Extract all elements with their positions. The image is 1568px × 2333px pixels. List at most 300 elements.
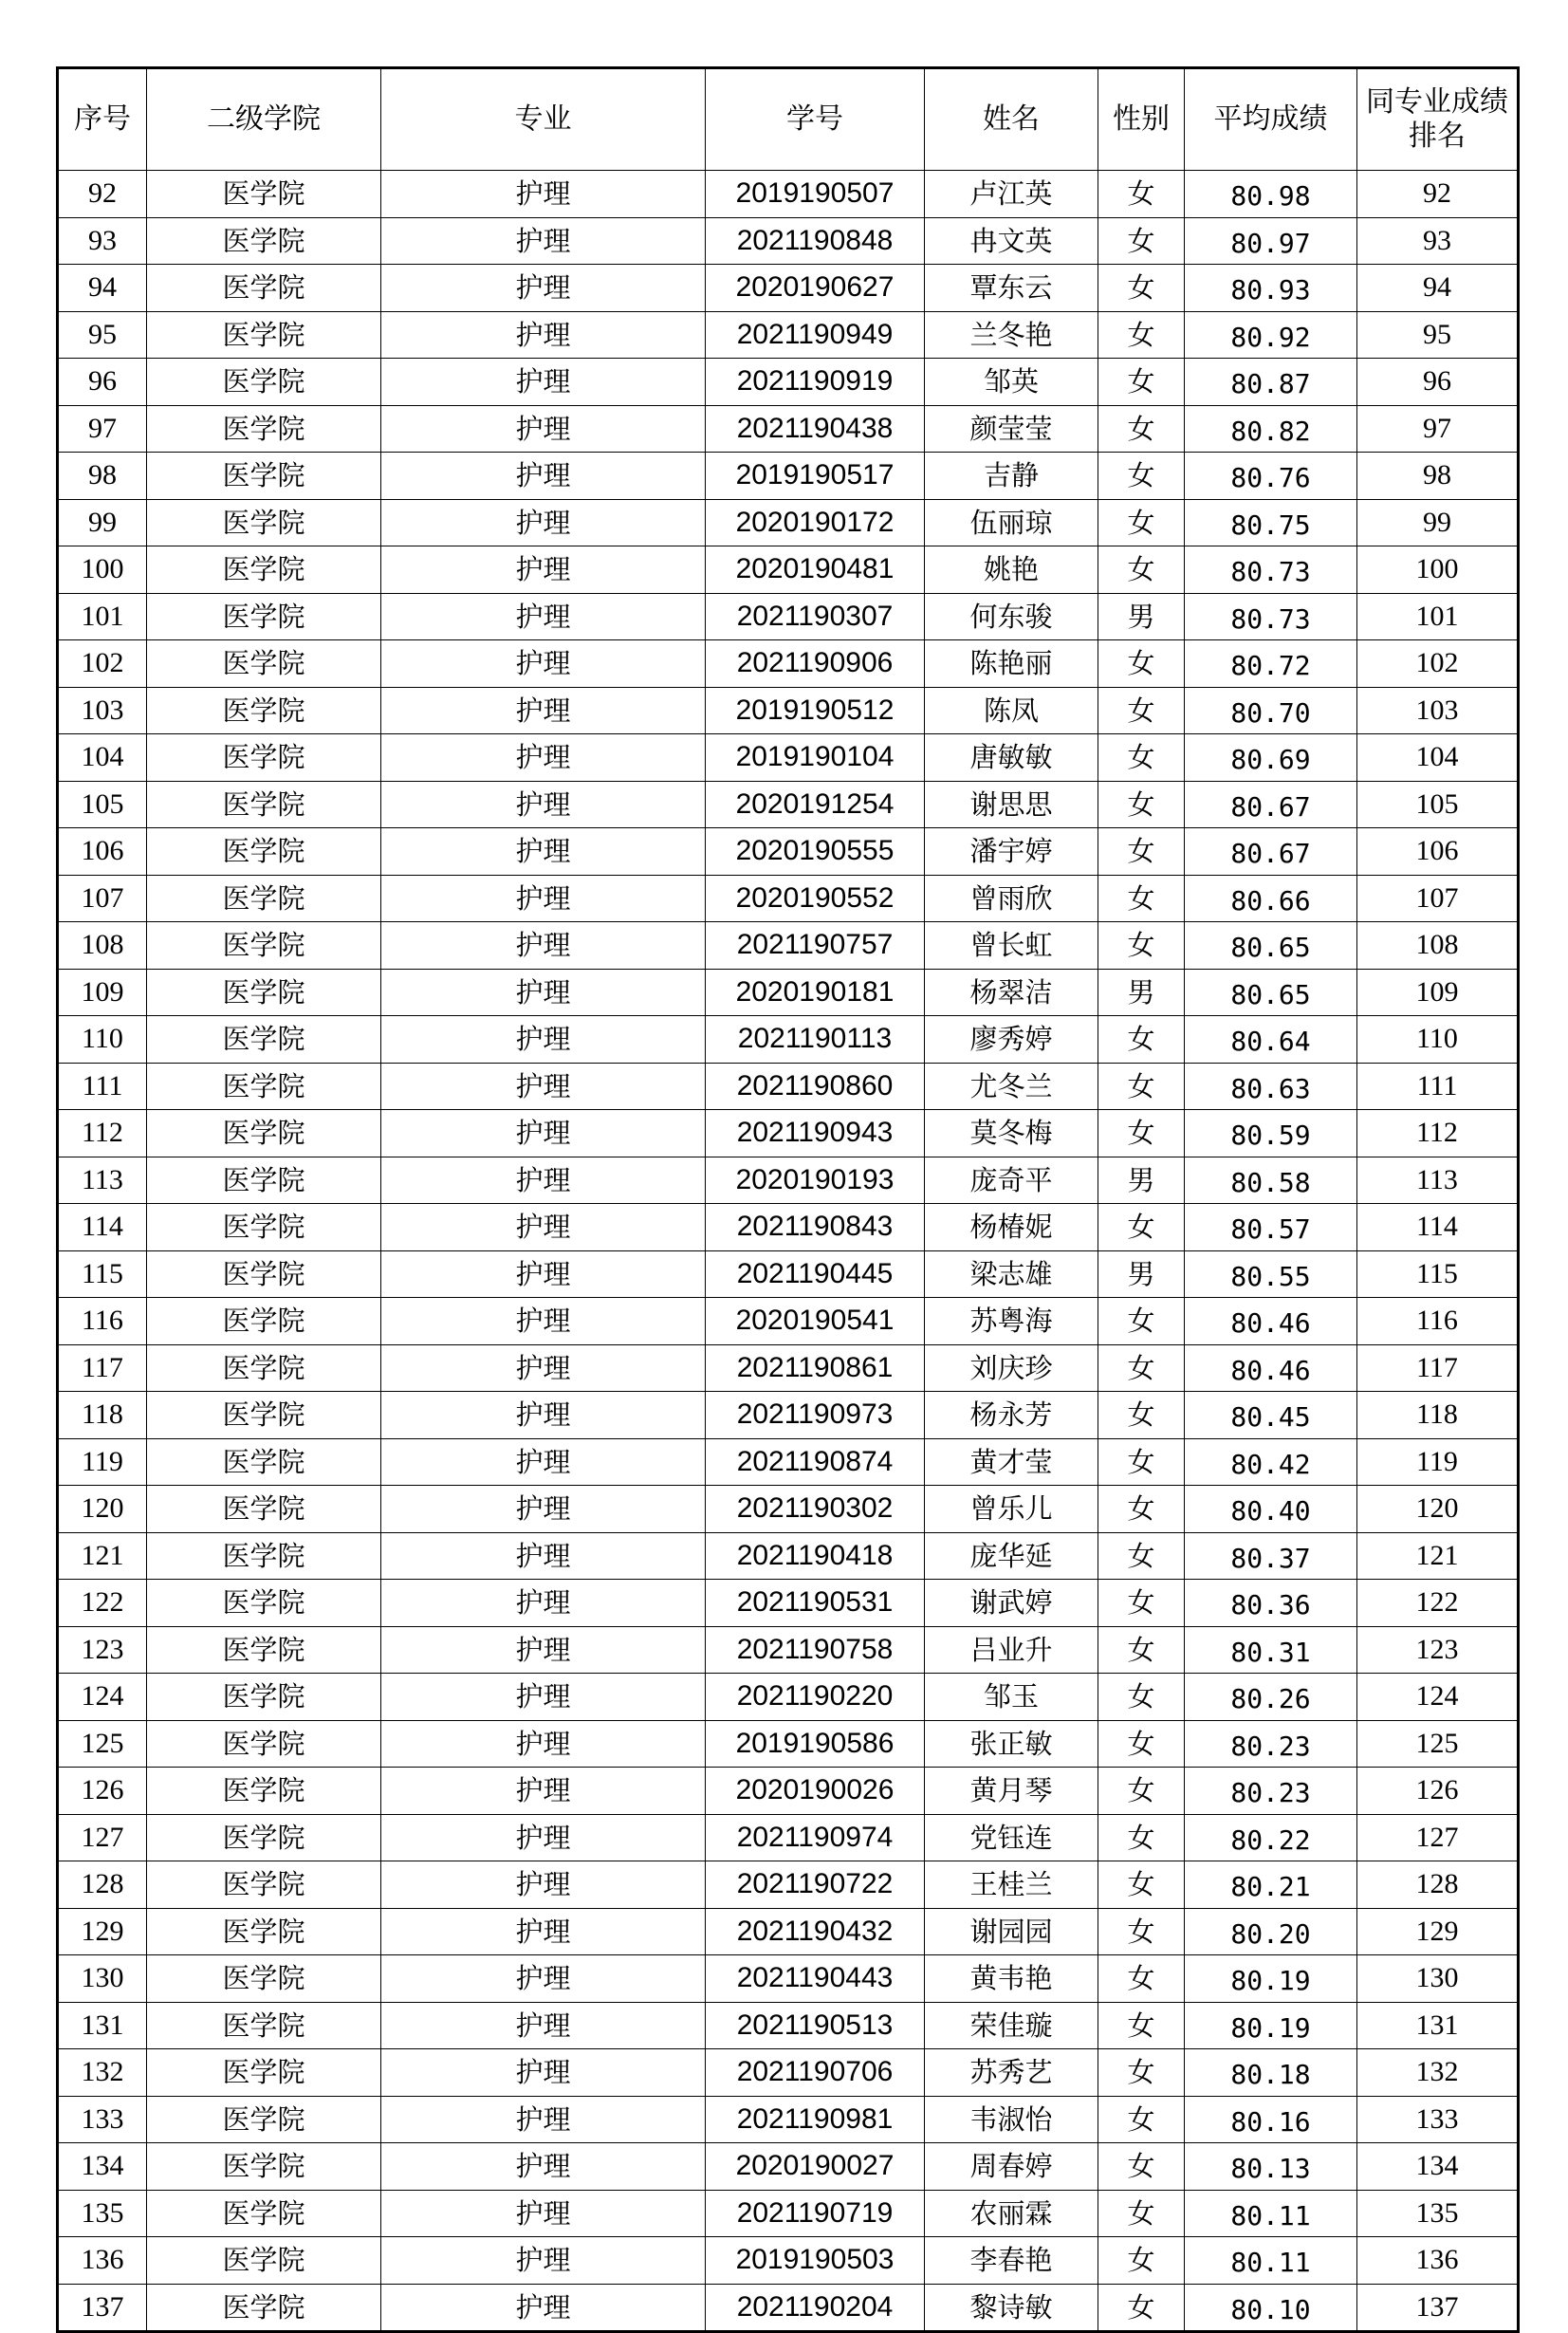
cell-college: 医学院 bbox=[147, 1157, 381, 1204]
table-row bbox=[58, 1626, 1519, 1674]
cell-college: 医学院 bbox=[147, 1768, 381, 1815]
cell-student-id: 2020190481 bbox=[706, 546, 925, 594]
cell-average-score: 80.21 bbox=[1185, 1861, 1357, 1909]
cell-student-id: 2021190302 bbox=[706, 1486, 925, 1533]
cell-gender: 女 bbox=[1098, 1861, 1185, 1909]
cell-average-score: 80.67 bbox=[1185, 828, 1357, 876]
cell-major: 护理 bbox=[381, 828, 706, 876]
cell-college: 医学院 bbox=[147, 1486, 381, 1533]
cell-major-rank: 108 bbox=[1357, 922, 1519, 970]
cell-major-rank: 122 bbox=[1357, 1580, 1519, 1627]
cell-student-id: 2021190874 bbox=[706, 1438, 925, 1486]
cell-student-id: 2019190512 bbox=[706, 687, 925, 734]
cell-major: 护理 bbox=[381, 1674, 706, 1721]
cell-student-id: 2020190193 bbox=[706, 1157, 925, 1204]
cell-name: 唐敏敏 bbox=[925, 734, 1098, 782]
table-row bbox=[58, 265, 1519, 312]
cell-major-rank: 117 bbox=[1357, 1344, 1519, 1392]
cell-average-score: 80.72 bbox=[1185, 640, 1357, 688]
table-row bbox=[58, 734, 1519, 782]
table-row bbox=[58, 1392, 1519, 1439]
cell-major: 护理 bbox=[381, 2237, 706, 2285]
cell-college: 医学院 bbox=[147, 1250, 381, 1298]
cell-college: 医学院 bbox=[147, 171, 381, 218]
cell-major-rank: 94 bbox=[1357, 265, 1519, 312]
table-row bbox=[58, 2237, 1519, 2285]
cell-name: 张正敏 bbox=[925, 1720, 1098, 1768]
cell-index: 109 bbox=[58, 969, 147, 1016]
table-row bbox=[58, 1204, 1519, 1251]
cell-name: 庞华延 bbox=[925, 1532, 1098, 1580]
table-header bbox=[58, 68, 1519, 171]
cell-college: 医学院 bbox=[147, 1814, 381, 1861]
cell-major-rank: 111 bbox=[1357, 1063, 1519, 1110]
cell-major: 护理 bbox=[381, 359, 706, 406]
cell-major-rank: 116 bbox=[1357, 1298, 1519, 1345]
cell-name: 曾长虹 bbox=[925, 922, 1098, 970]
table-row bbox=[58, 2190, 1519, 2237]
cell-index: 94 bbox=[58, 265, 147, 312]
cell-major-rank: 113 bbox=[1357, 1157, 1519, 1204]
cell-gender: 女 bbox=[1098, 1626, 1185, 1674]
cell-major: 护理 bbox=[381, 734, 706, 782]
cell-gender: 女 bbox=[1098, 1204, 1185, 1251]
cell-index: 122 bbox=[58, 1580, 147, 1627]
cell-average-score: 80.69 bbox=[1185, 734, 1357, 782]
table-body bbox=[58, 171, 1519, 2332]
cell-name: 卢江英 bbox=[925, 171, 1098, 218]
cell-gender: 女 bbox=[1098, 453, 1185, 500]
cell-index: 96 bbox=[58, 359, 147, 406]
table-row bbox=[58, 499, 1519, 546]
cell-index: 93 bbox=[58, 217, 147, 265]
cell-average-score: 80.58 bbox=[1185, 1157, 1357, 1204]
cell-major-rank: 127 bbox=[1357, 1814, 1519, 1861]
cell-name: 谢园园 bbox=[925, 1908, 1098, 1955]
header-major-rank-line1: 同专业成绩 bbox=[1366, 85, 1508, 119]
cell-gender: 女 bbox=[1098, 1908, 1185, 1955]
cell-major-rank: 129 bbox=[1357, 1908, 1519, 1955]
cell-name: 兰冬艳 bbox=[925, 311, 1098, 359]
table-row bbox=[58, 2284, 1519, 2332]
cell-student-id: 2021190757 bbox=[706, 922, 925, 970]
cell-student-id: 2021190531 bbox=[706, 1580, 925, 1627]
cell-index: 125 bbox=[58, 1720, 147, 1768]
cell-major-rank: 136 bbox=[1357, 2237, 1519, 2285]
cell-name: 周春婷 bbox=[925, 2143, 1098, 2191]
cell-major: 护理 bbox=[381, 1908, 706, 1955]
cell-major: 护理 bbox=[381, 2096, 706, 2143]
table-row bbox=[58, 1063, 1519, 1110]
cell-major-rank: 102 bbox=[1357, 640, 1519, 688]
cell-student-id: 2021190860 bbox=[706, 1063, 925, 1110]
cell-gender: 女 bbox=[1098, 2143, 1185, 2191]
table-row bbox=[58, 1486, 1519, 1533]
table-row bbox=[58, 311, 1519, 359]
cell-student-id: 2021190722 bbox=[706, 1861, 925, 1909]
cell-student-id: 2020190027 bbox=[706, 2143, 925, 2191]
cell-name: 何东骏 bbox=[925, 593, 1098, 640]
cell-student-id: 2021190949 bbox=[706, 311, 925, 359]
cell-average-score: 80.20 bbox=[1185, 1908, 1357, 1955]
cell-index: 98 bbox=[58, 453, 147, 500]
cell-gender: 女 bbox=[1098, 2237, 1185, 2285]
cell-college: 医学院 bbox=[147, 311, 381, 359]
cell-average-score: 80.23 bbox=[1185, 1720, 1357, 1768]
cell-major: 护理 bbox=[381, 1861, 706, 1909]
table-row bbox=[58, 1298, 1519, 1345]
cell-gender: 女 bbox=[1098, 171, 1185, 218]
cell-average-score: 80.37 bbox=[1185, 1532, 1357, 1580]
cell-student-id: 2021190438 bbox=[706, 405, 925, 453]
table-row bbox=[58, 781, 1519, 828]
cell-major: 护理 bbox=[381, 1486, 706, 1533]
table-row bbox=[58, 828, 1519, 876]
cell-major: 护理 bbox=[381, 1438, 706, 1486]
cell-student-id: 2020190552 bbox=[706, 875, 925, 922]
cell-gender: 女 bbox=[1098, 311, 1185, 359]
table-row bbox=[58, 1157, 1519, 1204]
header-row bbox=[58, 68, 1519, 171]
cell-major: 护理 bbox=[381, 1016, 706, 1064]
cell-college: 医学院 bbox=[147, 1955, 381, 2003]
cell-student-id: 2021190919 bbox=[706, 359, 925, 406]
cell-index: 117 bbox=[58, 1344, 147, 1392]
cell-average-score: 80.82 bbox=[1185, 405, 1357, 453]
cell-college: 医学院 bbox=[147, 499, 381, 546]
table-row bbox=[58, 969, 1519, 1016]
cell-college: 医学院 bbox=[147, 640, 381, 688]
cell-name: 梁志雄 bbox=[925, 1250, 1098, 1298]
table-row bbox=[58, 171, 1519, 218]
cell-index: 129 bbox=[58, 1908, 147, 1955]
cell-major: 护理 bbox=[381, 2002, 706, 2049]
cell-major: 护理 bbox=[381, 1157, 706, 1204]
table-row bbox=[58, 2002, 1519, 2049]
table-row bbox=[58, 1110, 1519, 1157]
cell-average-score: 80.10 bbox=[1185, 2284, 1357, 2332]
cell-gender: 女 bbox=[1098, 1438, 1185, 1486]
cell-major-rank: 96 bbox=[1357, 359, 1519, 406]
cell-average-score: 80.22 bbox=[1185, 1814, 1357, 1861]
cell-student-id: 2020190627 bbox=[706, 265, 925, 312]
cell-major: 护理 bbox=[381, 1298, 706, 1345]
cell-major-rank: 121 bbox=[1357, 1532, 1519, 1580]
cell-average-score: 80.46 bbox=[1185, 1344, 1357, 1392]
cell-average-score: 80.76 bbox=[1185, 453, 1357, 500]
cell-gender: 女 bbox=[1098, 640, 1185, 688]
cell-college: 医学院 bbox=[147, 1532, 381, 1580]
cell-index: 137 bbox=[58, 2284, 147, 2332]
cell-major-rank: 118 bbox=[1357, 1392, 1519, 1439]
cell-average-score: 80.46 bbox=[1185, 1298, 1357, 1345]
cell-student-id: 2021190204 bbox=[706, 2284, 925, 2332]
cell-gender: 女 bbox=[1098, 2096, 1185, 2143]
cell-gender: 男 bbox=[1098, 1250, 1185, 1298]
cell-index: 134 bbox=[58, 2143, 147, 2191]
cell-index: 135 bbox=[58, 2190, 147, 2237]
cell-average-score: 80.92 bbox=[1185, 311, 1357, 359]
cell-major: 护理 bbox=[381, 546, 706, 594]
table-row bbox=[58, 1861, 1519, 1909]
cell-gender: 女 bbox=[1098, 1392, 1185, 1439]
cell-index: 123 bbox=[58, 1626, 147, 1674]
cell-gender: 女 bbox=[1098, 687, 1185, 734]
table-row bbox=[58, 453, 1519, 500]
cell-index: 104 bbox=[58, 734, 147, 782]
cell-index: 106 bbox=[58, 828, 147, 876]
cell-average-score: 80.87 bbox=[1185, 359, 1357, 406]
cell-name: 杨翠洁 bbox=[925, 969, 1098, 1016]
cell-gender: 女 bbox=[1098, 734, 1185, 782]
cell-student-id: 2021190220 bbox=[706, 1674, 925, 1721]
cell-average-score: 80.11 bbox=[1185, 2190, 1357, 2237]
cell-average-score: 80.98 bbox=[1185, 171, 1357, 218]
cell-student-id: 2021190906 bbox=[706, 640, 925, 688]
table-row bbox=[58, 546, 1519, 594]
cell-name: 黄月琴 bbox=[925, 1768, 1098, 1815]
table-row bbox=[58, 1438, 1519, 1486]
cell-gender: 女 bbox=[1098, 828, 1185, 876]
cell-name: 陈凤 bbox=[925, 687, 1098, 734]
cell-name: 黎诗敏 bbox=[925, 2284, 1098, 2332]
cell-student-id: 2021190445 bbox=[706, 1250, 925, 1298]
cell-student-id: 2019190507 bbox=[706, 171, 925, 218]
cell-gender: 女 bbox=[1098, 217, 1185, 265]
cell-major: 护理 bbox=[381, 1955, 706, 2003]
cell-student-id: 2021190418 bbox=[706, 1532, 925, 1580]
cell-average-score: 80.59 bbox=[1185, 1110, 1357, 1157]
cell-name: 苏秀艺 bbox=[925, 2049, 1098, 2097]
cell-student-id: 2020191254 bbox=[706, 781, 925, 828]
cell-index: 127 bbox=[58, 1814, 147, 1861]
cell-major-rank: 124 bbox=[1357, 1674, 1519, 1721]
cell-name: 谢武婷 bbox=[925, 1580, 1098, 1627]
cell-college: 医学院 bbox=[147, 1063, 381, 1110]
cell-gender: 女 bbox=[1098, 1486, 1185, 1533]
header-major-rank bbox=[1357, 68, 1519, 171]
cell-name: 覃东云 bbox=[925, 265, 1098, 312]
header-average-score: 平均成绩 bbox=[1185, 68, 1357, 171]
cell-major-rank: 106 bbox=[1357, 828, 1519, 876]
cell-index: 133 bbox=[58, 2096, 147, 2143]
cell-name: 陈艳丽 bbox=[925, 640, 1098, 688]
cell-student-id: 2020190172 bbox=[706, 499, 925, 546]
cell-gender: 女 bbox=[1098, 1674, 1185, 1721]
cell-major: 护理 bbox=[381, 265, 706, 312]
cell-student-id: 2021190307 bbox=[706, 593, 925, 640]
cell-college: 医学院 bbox=[147, 1626, 381, 1674]
cell-gender: 女 bbox=[1098, 2049, 1185, 2097]
cell-gender: 女 bbox=[1098, 922, 1185, 970]
cell-average-score: 80.65 bbox=[1185, 922, 1357, 970]
cell-gender: 女 bbox=[1098, 546, 1185, 594]
cell-average-score: 80.65 bbox=[1185, 969, 1357, 1016]
cell-name: 颜莹莹 bbox=[925, 405, 1098, 453]
cell-major: 护理 bbox=[381, 1392, 706, 1439]
cell-name: 农丽霖 bbox=[925, 2190, 1098, 2237]
cell-college: 医学院 bbox=[147, 546, 381, 594]
cell-name: 曾乐儿 bbox=[925, 1486, 1098, 1533]
cell-average-score: 80.16 bbox=[1185, 2096, 1357, 2143]
table-row bbox=[58, 1580, 1519, 1627]
cell-major-rank: 137 bbox=[1357, 2284, 1519, 2332]
cell-college: 医学院 bbox=[147, 828, 381, 876]
header-index: 序号 bbox=[58, 68, 147, 171]
cell-student-id: 2021190981 bbox=[706, 2096, 925, 2143]
cell-gender: 女 bbox=[1098, 359, 1185, 406]
cell-average-score: 80.93 bbox=[1185, 265, 1357, 312]
cell-average-score: 80.18 bbox=[1185, 2049, 1357, 2097]
cell-major: 护理 bbox=[381, 2143, 706, 2191]
cell-student-id: 2020190555 bbox=[706, 828, 925, 876]
table-row bbox=[58, 2049, 1519, 2097]
cell-major-rank: 92 bbox=[1357, 171, 1519, 218]
cell-gender: 女 bbox=[1098, 1814, 1185, 1861]
cell-average-score: 80.11 bbox=[1185, 2237, 1357, 2285]
cell-index: 130 bbox=[58, 1955, 147, 2003]
cell-college: 医学院 bbox=[147, 359, 381, 406]
cell-major-rank: 112 bbox=[1357, 1110, 1519, 1157]
cell-average-score: 80.57 bbox=[1185, 1204, 1357, 1251]
table-row bbox=[58, 1814, 1519, 1861]
cell-major: 护理 bbox=[381, 1204, 706, 1251]
cell-major-rank: 119 bbox=[1357, 1438, 1519, 1486]
table-row bbox=[58, 1955, 1519, 2003]
cell-student-id: 2021190513 bbox=[706, 2002, 925, 2049]
cell-name: 潘宇婷 bbox=[925, 828, 1098, 876]
cell-major-rank: 115 bbox=[1357, 1250, 1519, 1298]
cell-major-rank: 109 bbox=[1357, 969, 1519, 1016]
cell-average-score: 80.26 bbox=[1185, 1674, 1357, 1721]
cell-name: 庞奇平 bbox=[925, 1157, 1098, 1204]
cell-name: 尤冬兰 bbox=[925, 1063, 1098, 1110]
cell-average-score: 80.67 bbox=[1185, 781, 1357, 828]
cell-student-id: 2021190843 bbox=[706, 1204, 925, 1251]
cell-average-score: 80.66 bbox=[1185, 875, 1357, 922]
cell-college: 医学院 bbox=[147, 875, 381, 922]
cell-college: 医学院 bbox=[147, 1110, 381, 1157]
cell-college: 医学院 bbox=[147, 1720, 381, 1768]
cell-name: 韦淑怡 bbox=[925, 2096, 1098, 2143]
cell-name: 冉文英 bbox=[925, 217, 1098, 265]
cell-name: 莫冬梅 bbox=[925, 1110, 1098, 1157]
cell-college: 医学院 bbox=[147, 1204, 381, 1251]
cell-college: 医学院 bbox=[147, 1392, 381, 1439]
cell-index: 128 bbox=[58, 1861, 147, 1909]
cell-major: 护理 bbox=[381, 171, 706, 218]
cell-name: 李春艳 bbox=[925, 2237, 1098, 2285]
table-row bbox=[58, 2096, 1519, 2143]
cell-average-score: 80.75 bbox=[1185, 499, 1357, 546]
cell-gender: 女 bbox=[1098, 405, 1185, 453]
cell-college: 医学院 bbox=[147, 405, 381, 453]
cell-college: 医学院 bbox=[147, 1861, 381, 1909]
cell-college: 医学院 bbox=[147, 781, 381, 828]
cell-gender: 女 bbox=[1098, 1532, 1185, 1580]
cell-index: 118 bbox=[58, 1392, 147, 1439]
table-row bbox=[58, 1720, 1519, 1768]
cell-gender: 女 bbox=[1098, 1955, 1185, 2003]
cell-index: 108 bbox=[58, 922, 147, 970]
cell-major: 护理 bbox=[381, 1063, 706, 1110]
cell-college: 医学院 bbox=[147, 1438, 381, 1486]
cell-major: 护理 bbox=[381, 499, 706, 546]
cell-gender: 女 bbox=[1098, 2002, 1185, 2049]
cell-student-id: 2021190719 bbox=[706, 2190, 925, 2237]
cell-student-id: 2021190443 bbox=[706, 1955, 925, 2003]
cell-major: 护理 bbox=[381, 1768, 706, 1815]
cell-index: 132 bbox=[58, 2049, 147, 2097]
cell-college: 医学院 bbox=[147, 1674, 381, 1721]
cell-major-rank: 97 bbox=[1357, 405, 1519, 453]
cell-student-id: 2021190706 bbox=[706, 2049, 925, 2097]
cell-major: 护理 bbox=[381, 2190, 706, 2237]
cell-average-score: 80.73 bbox=[1185, 546, 1357, 594]
cell-major: 护理 bbox=[381, 1532, 706, 1580]
cell-index: 112 bbox=[58, 1110, 147, 1157]
cell-average-score: 80.23 bbox=[1185, 1768, 1357, 1815]
cell-student-id: 2021190973 bbox=[706, 1392, 925, 1439]
cell-college: 医学院 bbox=[147, 687, 381, 734]
cell-index: 99 bbox=[58, 499, 147, 546]
table-row bbox=[58, 1344, 1519, 1392]
cell-name: 邹玉 bbox=[925, 1674, 1098, 1721]
cell-major: 护理 bbox=[381, 687, 706, 734]
cell-average-score: 80.31 bbox=[1185, 1626, 1357, 1674]
cell-index: 92 bbox=[58, 171, 147, 218]
cell-major-rank: 133 bbox=[1357, 2096, 1519, 2143]
cell-name: 刘庆珍 bbox=[925, 1344, 1098, 1392]
cell-student-id: 2021190861 bbox=[706, 1344, 925, 1392]
cell-major-rank: 128 bbox=[1357, 1861, 1519, 1909]
cell-gender: 女 bbox=[1098, 1580, 1185, 1627]
cell-major: 护理 bbox=[381, 2049, 706, 2097]
cell-gender: 女 bbox=[1098, 2284, 1185, 2332]
cell-index: 110 bbox=[58, 1016, 147, 1064]
cell-college: 医学院 bbox=[147, 1016, 381, 1064]
cell-major: 护理 bbox=[381, 1344, 706, 1392]
cell-major: 护理 bbox=[381, 640, 706, 688]
cell-college: 医学院 bbox=[147, 265, 381, 312]
cell-average-score: 80.70 bbox=[1185, 687, 1357, 734]
cell-major-rank: 100 bbox=[1357, 546, 1519, 594]
cell-student-id: 2021190943 bbox=[706, 1110, 925, 1157]
cell-name: 曾雨欣 bbox=[925, 875, 1098, 922]
cell-student-id: 2019190503 bbox=[706, 2237, 925, 2285]
cell-major-rank: 103 bbox=[1357, 687, 1519, 734]
cell-major: 护理 bbox=[381, 1250, 706, 1298]
header-name: 姓名 bbox=[925, 68, 1098, 171]
header-college: 二级学院 bbox=[147, 68, 381, 171]
cell-gender: 女 bbox=[1098, 1063, 1185, 1110]
cell-student-id: 2021190758 bbox=[706, 1626, 925, 1674]
cell-average-score: 80.40 bbox=[1185, 1486, 1357, 1533]
header-major: 专业 bbox=[381, 68, 706, 171]
cell-name: 党钰连 bbox=[925, 1814, 1098, 1861]
cell-index: 114 bbox=[58, 1204, 147, 1251]
cell-college: 医学院 bbox=[147, 1908, 381, 1955]
cell-major: 护理 bbox=[381, 311, 706, 359]
cell-major-rank: 130 bbox=[1357, 1955, 1519, 2003]
cell-student-id: 2019190517 bbox=[706, 453, 925, 500]
cell-major-rank: 99 bbox=[1357, 499, 1519, 546]
cell-student-id: 2021190848 bbox=[706, 217, 925, 265]
table-row bbox=[58, 640, 1519, 688]
cell-index: 121 bbox=[58, 1532, 147, 1580]
cell-gender: 女 bbox=[1098, 265, 1185, 312]
cell-major-rank: 125 bbox=[1357, 1720, 1519, 1768]
